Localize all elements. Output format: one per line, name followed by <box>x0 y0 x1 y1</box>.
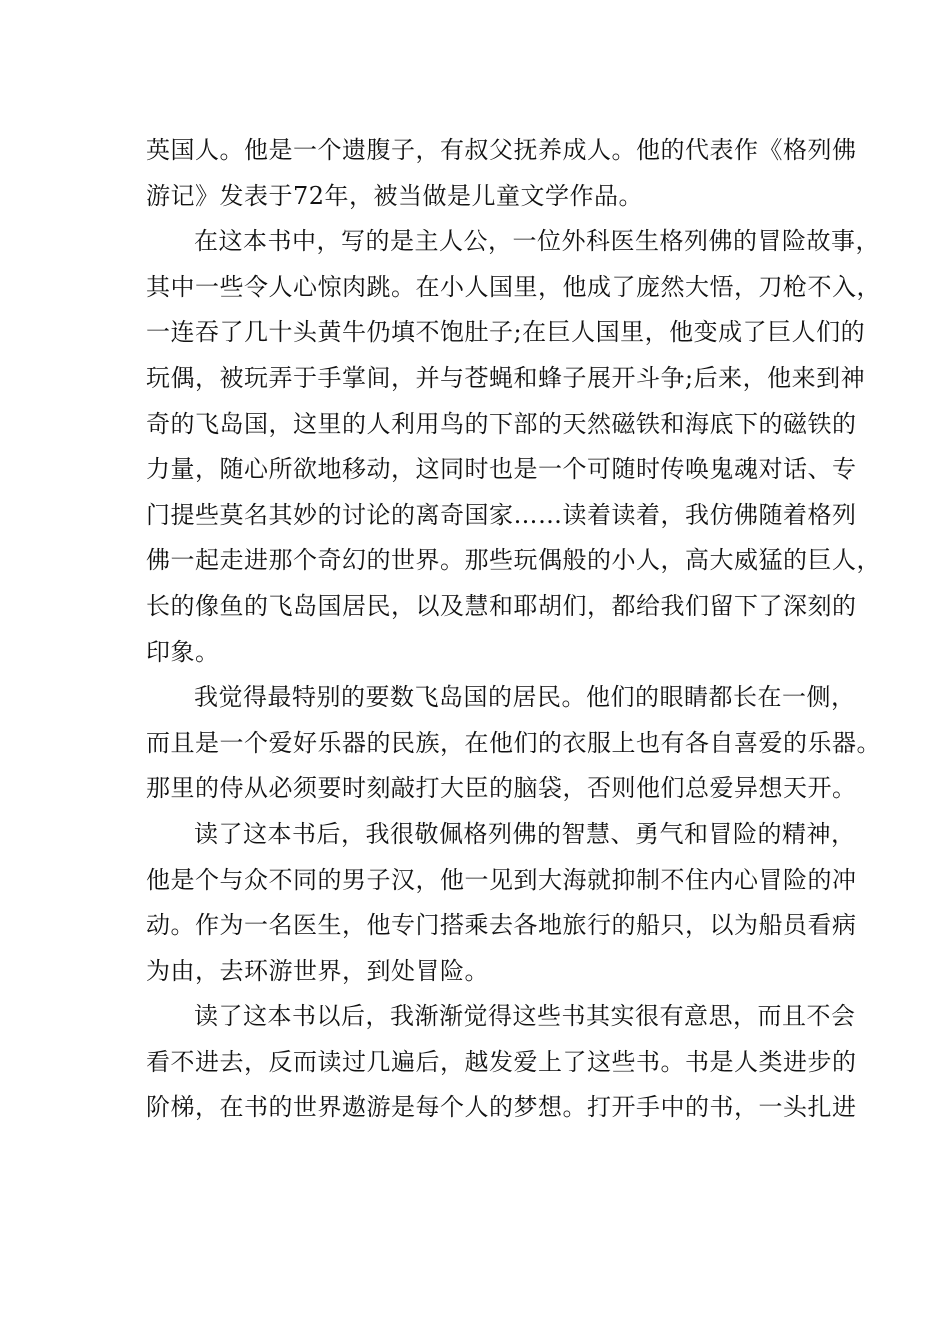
text-line: 为由，去环游世界，到处冒险。 <box>146 956 489 985</box>
text-line: 看不进去，反而读过几遍后，越发爱上了这些书。书是人类进步的 <box>146 1047 857 1076</box>
text-line: 其中一些令人心惊肉跳。在小人国里，他成了庞然大悟，刀枪不入， <box>146 272 881 301</box>
text-line: 奇的飞岛国，这里的人利用鸟的下部的天然磁铁和海底下的磁铁的 <box>146 409 857 438</box>
text-line: 阶梯，在书的世界遨游是每个人的梦想。打开手中的书，一头扎进 <box>146 1093 857 1122</box>
text-line: 而且是一个爱好乐器的民族，在他们的衣服上也有各自喜爱的乐器。 <box>146 728 881 757</box>
text-line: 游记》发表于72年，被当做是儿童文学作品。 <box>146 181 644 210</box>
paragraph-start-line: 读了这本书以后，我渐渐觉得这些书其实很有意思，而且不会 <box>194 1002 856 1031</box>
text-line: 力量，随心所欲地移动，这同时也是一个可随时传唤鬼魂对话、专 <box>146 455 857 484</box>
text-line: 印象。 <box>146 637 220 666</box>
body-text <box>146 128 881 1131</box>
text-line: 他是个与众不同的男子汉，他一见到大海就抑制不住内心冒险的冲 <box>146 865 857 894</box>
paragraph-start-line: 读了这本书后，我很敬佩格列佛的智慧、勇气和冒险的精神， <box>194 819 856 848</box>
text-line: 佛一起走进那个奇幻的世界。那些玩偶般的小人，高大威猛的巨人， <box>146 546 881 575</box>
text-line: 动。作为一名医生，他专门搭乘去各地旅行的船只，以为船员看病 <box>146 911 857 940</box>
text-line: 那里的侍从必须要时刻敲打大臣的脑袋，否则他们总爱异想天开。 <box>146 774 857 803</box>
paragraph-start-line: 我觉得最特别的要数飞岛国的居民。他们的眼睛都长在一侧， <box>194 683 856 712</box>
text-line: 英国人。他是一个遗腹子，有叔父抚养成人。他的代表作《格列佛 <box>146 136 857 164</box>
paragraph-start-line: 在这本书中，写的是主人公，一位外科医生格列佛的冒险故事， <box>194 227 880 256</box>
text-line: 门提些莫名其妙的讨论的离奇国家……读着读着，我仿佛随着格列 <box>146 500 857 529</box>
text-line: 长的像鱼的飞岛国居民，以及慧和耶胡们，都给我们留下了深刻的 <box>146 591 857 620</box>
text-line: 一连吞了几十头黄牛仍填不饱肚子;在巨人国里，他变成了巨人们的 <box>146 318 866 347</box>
text-line: 玩偶，被玩弄于手掌间，并与苍蝇和蜂子展开斗争;后来，他来到神 <box>146 363 866 392</box>
